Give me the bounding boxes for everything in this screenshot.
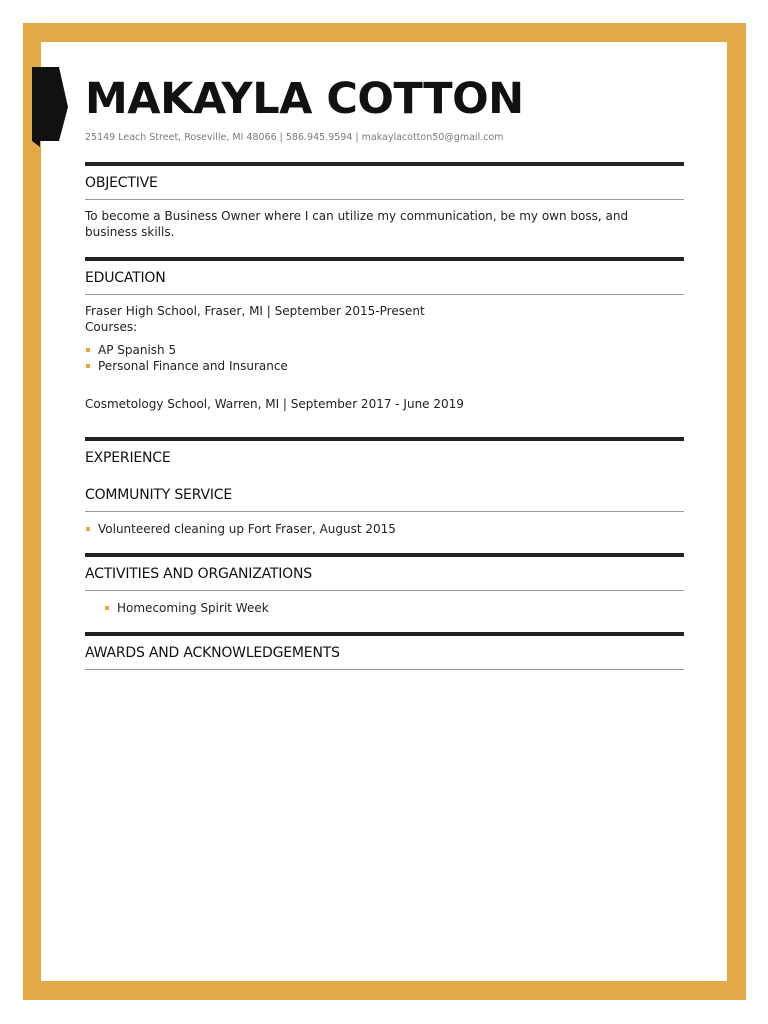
candidate-name: MAKAYLA COTTON (85, 74, 524, 124)
objective-section (85, 162, 684, 240)
contact-info: 25149 Leach Street, Roseville, MI 48066 | 586.945.9594 | makaylacotton50@gmail.com (85, 132, 504, 143)
objective-text: To become a Business Owner where I can utilize my communication, be my own boss, and business skills. (85, 209, 629, 239)
education-school-2: Cosmetology School, Warren, MI | September 2017 - June 2019 (85, 397, 464, 411)
header-tab-decoration (32, 67, 68, 147)
heading-underline (85, 590, 684, 591)
experience-heading: EXPERIENCE (85, 450, 171, 466)
education-heading: EDUCATION (85, 270, 166, 286)
courses-list (85, 342, 684, 374)
activities-heading: ACTIVITIES AND ORGANIZATIONS (85, 566, 312, 582)
education-school-1: Fraser High School, Fraser, MI | September 2015-Present (85, 304, 425, 318)
resume-content (85, 70, 684, 670)
list-item: Homecoming Spirit Week (104, 600, 684, 616)
list-item: AP Spanish 5 (85, 342, 684, 358)
courses-label: Courses: (85, 320, 138, 334)
heading-underline (85, 669, 684, 670)
objective-heading: OBJECTIVE (85, 175, 158, 191)
activities-list (85, 600, 684, 616)
education-section (85, 257, 684, 412)
awards-heading: AWARDS AND ACKNOWLEDGEMENTS (85, 645, 340, 661)
list-item: Volunteered cleaning up Fort Fraser, August 2015 (85, 521, 684, 537)
list-item: Personal Finance and Insurance (85, 358, 684, 374)
activities-section (85, 553, 684, 616)
experience-section (85, 437, 684, 537)
community-service-list (85, 521, 684, 537)
heading-underline (85, 511, 684, 512)
awards-section (85, 632, 684, 670)
community-service-heading: COMMUNITY SERVICE (85, 487, 232, 503)
